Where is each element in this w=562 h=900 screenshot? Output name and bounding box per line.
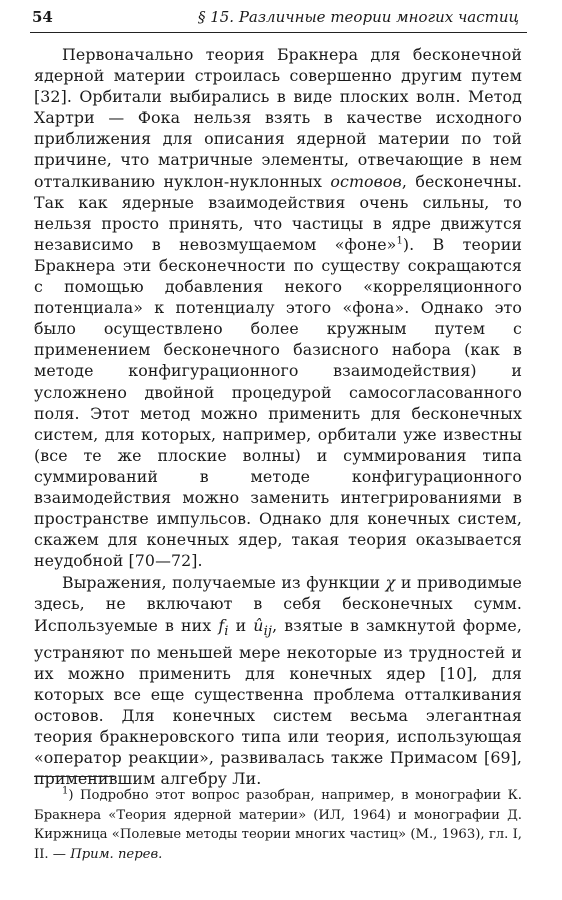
p2-text-c: и xyxy=(228,615,254,635)
f-i-symbol: $f_i$ xyxy=(218,615,229,639)
main-text xyxy=(34,44,522,789)
footnote xyxy=(34,786,522,864)
footnote-emphasis: Прим. перев. xyxy=(70,846,163,862)
page-header xyxy=(30,4,527,33)
running-title: § 15. Различные теории многих частиц xyxy=(197,8,519,26)
footnote-ref: 1 xyxy=(396,235,403,247)
p1-text-c: ). В теории Бракнера эти бесконечности по существу сокращаются с помощью добавления некого «корреляционного потенциала» к потенциалу этого «фона». Однако это было осуществлено более кружным путем с применением бесконечного базисного набора (как в методе конфигурационного взаимодействия) и усложнено двойной процедурой самосогласованного поля. Этот метод можно применить для бесконечных систем, для которых, например, орбитали уже известны (все те же плоские волны) и суммирования типа суммирований в методе конфигурационного взаимодействия можно заменить интегрированиями в пространстве импульсов. Однако для конечных систем, скажем для конечных ядер, такая теория оказывается неудобной [70—72]. xyxy=(34,234,522,571)
footnote-divider xyxy=(34,776,114,777)
footnote-text: ) Подробно этот вопрос разобран, например, в монографии К. Бракнера «Теория ядерной материи» (ИЛ, 1964) и монографии Д. Киржница «Полевые методы теории многих частиц» (М., 1963), гл. I, II. — xyxy=(34,788,522,862)
p1-text-b: , бесконечны. Так как ядерные взаимодействия очень сильны, то нельзя просто принять, что частицы в ядре движутся независимо в невозмущаемом «фоне» xyxy=(34,171,522,254)
footnote-mark: 1 xyxy=(62,785,69,797)
u-ij-symbol: $û_{ij}$ xyxy=(253,615,273,639)
p1-emphasis: остовов xyxy=(330,171,402,191)
p2-text-a: Выражения, получаемые из функции xyxy=(62,573,386,593)
paragraph-2 xyxy=(34,572,522,789)
p2-text-b: и приводимые здесь, не включают в себя бесконечных сумм. Используемые в них xyxy=(34,573,522,635)
p2-text-d: , взятые в замкнутой форме, устраняют по меньшей мере некоторые из трудностей и их можно применить для конечных ядер [10], для которых все еще существенна проблема отталкивания остовов. Для конечных систем весьма элегантная теория бракнеровского типа или теория, использующая «оператор реакции», развивалась также Примасом [69], применившим алгебру Ли. xyxy=(34,615,522,789)
p1-text-a: Первоначально теория Бракнера для бесконечной ядерной материи строилась совершенно другим путем [32]. Орбитали выбирались в виде плоских волн. Метод Хартри — Фока нельзя взять в качестве исходного приближения для описания ядерной материи по той причине, что матричные элементы, отвечающие в нем отталкиванию нуклон-нуклонных xyxy=(34,45,522,191)
paragraph-1 xyxy=(34,44,522,571)
page-number: 54 xyxy=(32,8,53,26)
chi-symbol: χ xyxy=(385,573,396,593)
